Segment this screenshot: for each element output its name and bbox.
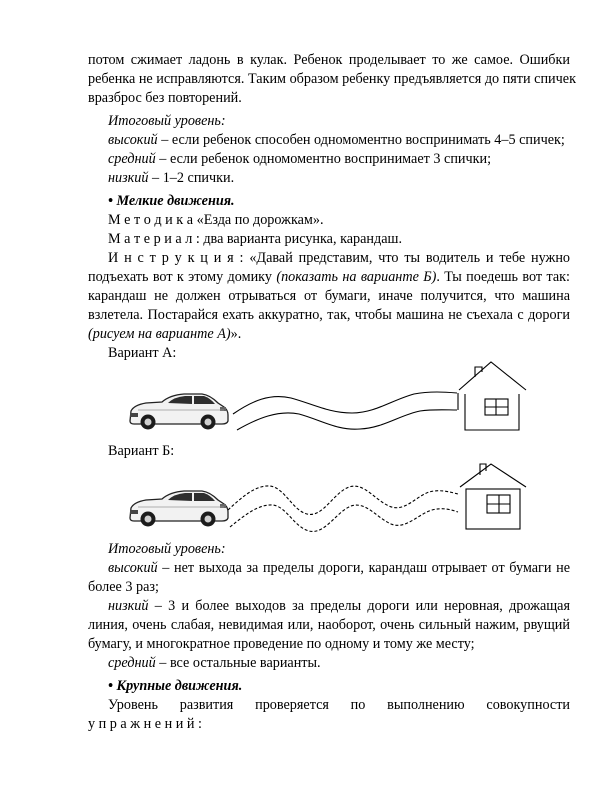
level-low [108, 597, 570, 615]
material-label: М а т е р и а л : [108, 231, 200, 247]
level-text: – нет выхода за пределы дороги, карандаш отрывает от бумаги не [157, 560, 570, 576]
level-text: – 3 и более выходов за пределы дороги или неровная, дрожащая [148, 598, 570, 614]
paragraph-line: ребенка не исправляются. Таким образом ребенку предъявляется до пяти спичек [88, 71, 576, 87]
material-text: два варианта рисунка, карандаш. [199, 231, 403, 247]
result-heading: Итоговый уровень: [108, 541, 226, 557]
section-heading-gross: • Крупные движения. [108, 678, 243, 694]
level-low-cont: линия, очень слабая, невидимая или, наоборот, очень сильный нажим, рвущий [88, 617, 570, 633]
instruction-text: ». [230, 326, 242, 342]
instruction-line: карандаш не должен отрываться от бумаги, иначе получится, что машина [88, 288, 570, 304]
instruction-text: «Давай представим, что ты водитель и тебе нужно [243, 250, 570, 266]
house-icon [460, 464, 526, 529]
level-text: – все остальные варианты. [155, 655, 321, 671]
level-high-cont: более 3 раз; [88, 579, 159, 595]
house-icon [458, 362, 526, 430]
level-text: – если ребенок способен одномоментно воспринимать 4–5 спичек; [157, 132, 565, 148]
level-text: – 1–2 спички. [148, 170, 235, 186]
car-icon [130, 394, 228, 430]
section-heading-fine: • Мелкие движения. [108, 193, 235, 209]
level-term: средний [108, 151, 156, 167]
result-heading: Итоговый уровень: [108, 113, 226, 129]
instruction-note: (показать на варианте Б) [276, 269, 437, 285]
instruction-text: подъехать вот к этому домику [88, 269, 277, 285]
level-mid [108, 654, 570, 672]
method-label: М е т о д и к а [108, 212, 194, 228]
paragraph-line: Уровень развития проверяется по выполнению совокупности [108, 697, 570, 713]
level-term: высокий [108, 560, 158, 576]
road-icon [233, 392, 457, 430]
level-term: высокий [108, 132, 158, 148]
paragraph-line: потом сжимает ладонь в кулак. Ребенок проделывает то же самое. Ошибки [88, 52, 570, 68]
car-icon [130, 491, 228, 527]
method-text: «Езда по дорожкам». [193, 212, 324, 228]
instruction-line: взлетела. Постарайся ехать аккуратно, так, чтобы машина не съехала с дороги [88, 307, 570, 323]
level-term: средний [108, 655, 156, 671]
paragraph-line: у п р а ж н е н и й : [88, 716, 202, 732]
level-term: низкий [108, 170, 149, 186]
instruction-label: И н с т р у к ц и я : [108, 250, 244, 266]
level-low-cont: бумагу, и многократное проведение по одному и тому же месту; [88, 636, 475, 652]
variant-a-label: Вариант А: [108, 345, 177, 361]
paragraph-line: вразброс без повторений. [88, 90, 242, 106]
variant-b-label: Вариант Б: [108, 443, 175, 459]
instruction-note: (рисуем на варианте А) [88, 326, 231, 342]
level-text: – если ребенок одномоментно воспринимает 3 спички; [155, 151, 492, 167]
instruction-text: . Ты поедешь вот так: [436, 269, 570, 285]
level-term: низкий [108, 598, 149, 614]
road-icon [228, 486, 458, 532]
level-high [108, 559, 570, 577]
